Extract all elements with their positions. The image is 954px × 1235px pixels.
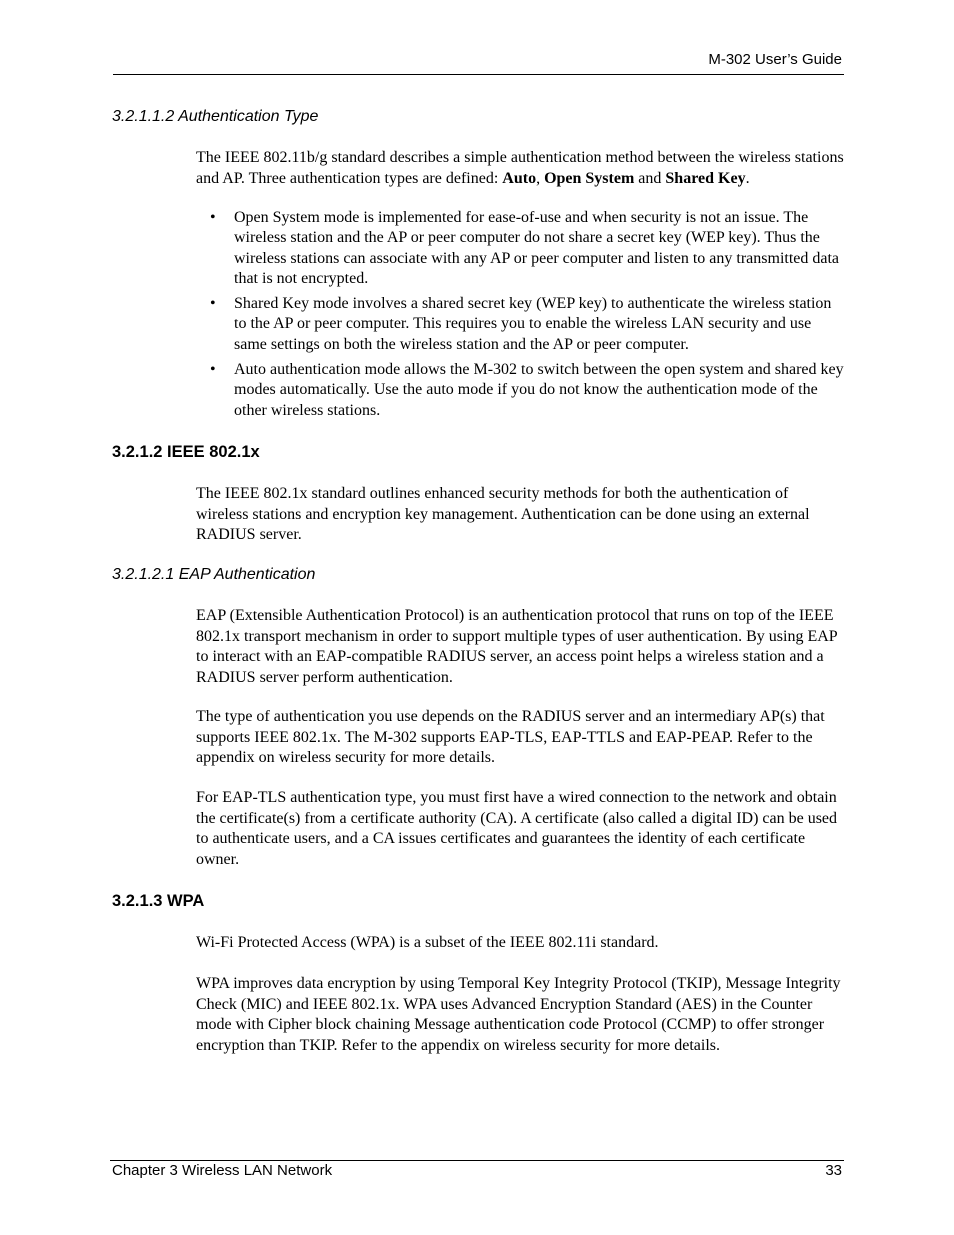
footer-chapter-title: Chapter 3 Wireless LAN Network [112,1162,333,1179]
bullet-open-system [210,208,844,289]
eap-paragraph-1: EAP (Extensible Authentication Protocol) is an authentication protocol that runs on top of the IEEE 802.1x transport mechanism in order to support multiple types of user authentication. By using EAP to interact with an EAP-compatible RADIUS server, an access point helps a wireless station and a RADIUS server perform authentication. [196,607,838,686]
term-open-system: Open System [544,169,635,187]
bullet-open-system-text: Open System mode is implemented for ease-of-use and when security is not an issue. The wireless station and the AP or peer computer do not share a secret key (WEP key). Thus the wireless stations can associate with any AP or peer computer and listen to any transmitted data that is not encrypted. [234,209,840,287]
separator-and: and [634,169,666,187]
footer-page-number: 33 [825,1162,842,1179]
eap-paragraph-3: For EAP-TLS authentication type, you must first have a wired connection to the network and obtain the certificate(s) from a certificate authority (CA). A certificate (also called a digital ID) can be used to authenticate users, and a CA issues certificates and guarantees the identity of each certificate owner. [196,789,838,868]
bullet-auto-text: Auto authentication mode allows the M-302 to switch between the open system and shared key modes automatically. Use the auto mode if you do not know the authentication mode of the other wireless stations. [234,361,844,419]
term-auto: Auto [502,169,537,187]
heading-eap-authentication: 3.2.1.2.1 EAP Authentication [112,566,316,583]
separator-comma: , [536,169,545,187]
ieee-8021x-paragraph: The IEEE 802.1x standard outlines enhanced security methods for both the authentication of wireless stations and encryption key management. Authentication can be done using an external RADIUS server. [196,485,810,543]
sentence-period: . [745,169,750,187]
heading-wpa: 3.2.1.3 WPA [112,892,205,910]
heading-ieee-8021x: 3.2.1.2 IEEE 802.1x [112,443,260,461]
eap-paragraph-2: The type of authentication you use depends on the RADIUS server and an intermediary AP(s) that supports IEEE 802.1x. The M-302 supports EAP-TLS, EAP-TTLS and EAP-PEAP. Refer to the appendix on wireless security for more details. [196,708,825,766]
auth-type-intro-text: The IEEE 802.11b/g standard describes a simple authentication method between the wireless stations and AP. Three authentication types are defined: [196,149,844,187]
bullet-shared-key-text: Shared Key mode involves a shared secret key (WEP key) to authenticate the wireless station to the AP or peer computer. This requires you to enable the wireless LAN security and use same settings on both the wireless station and the AP or peer computer. [234,295,832,353]
term-shared-key: Shared Key [665,169,746,187]
auth-type-intro-paragraph [196,148,844,189]
bullet-auto [210,360,844,421]
bullet-shared-key [210,294,844,355]
bullet-marker: • [210,295,216,312]
bullet-marker: • [210,209,216,226]
bullet-marker: • [210,361,216,378]
heading-authentication-type: 3.2.1.1.2 Authentication Type [112,108,319,125]
footer-divider [110,1160,844,1161]
page-header-title: M-302 User’s Guide [708,51,842,68]
wpa-paragraph-2: WPA improves data encryption by using Temporal Key Integrity Protocol (TKIP), Message Integrity Check (MIC) and IEEE 802.1x. WPA uses Advanced Encryption Standard (AES) in the Counter mode with Cipher block chaining Message authentication code Protocol (CCMP) to offer stronger encryption than TKIP. Refer to the appendix on wireless security for more details. [196,975,841,1054]
wpa-paragraph-1: Wi-Fi Protected Access (WPA) is a subset of the IEEE 802.11i standard. [196,934,659,951]
header-divider [113,74,844,75]
